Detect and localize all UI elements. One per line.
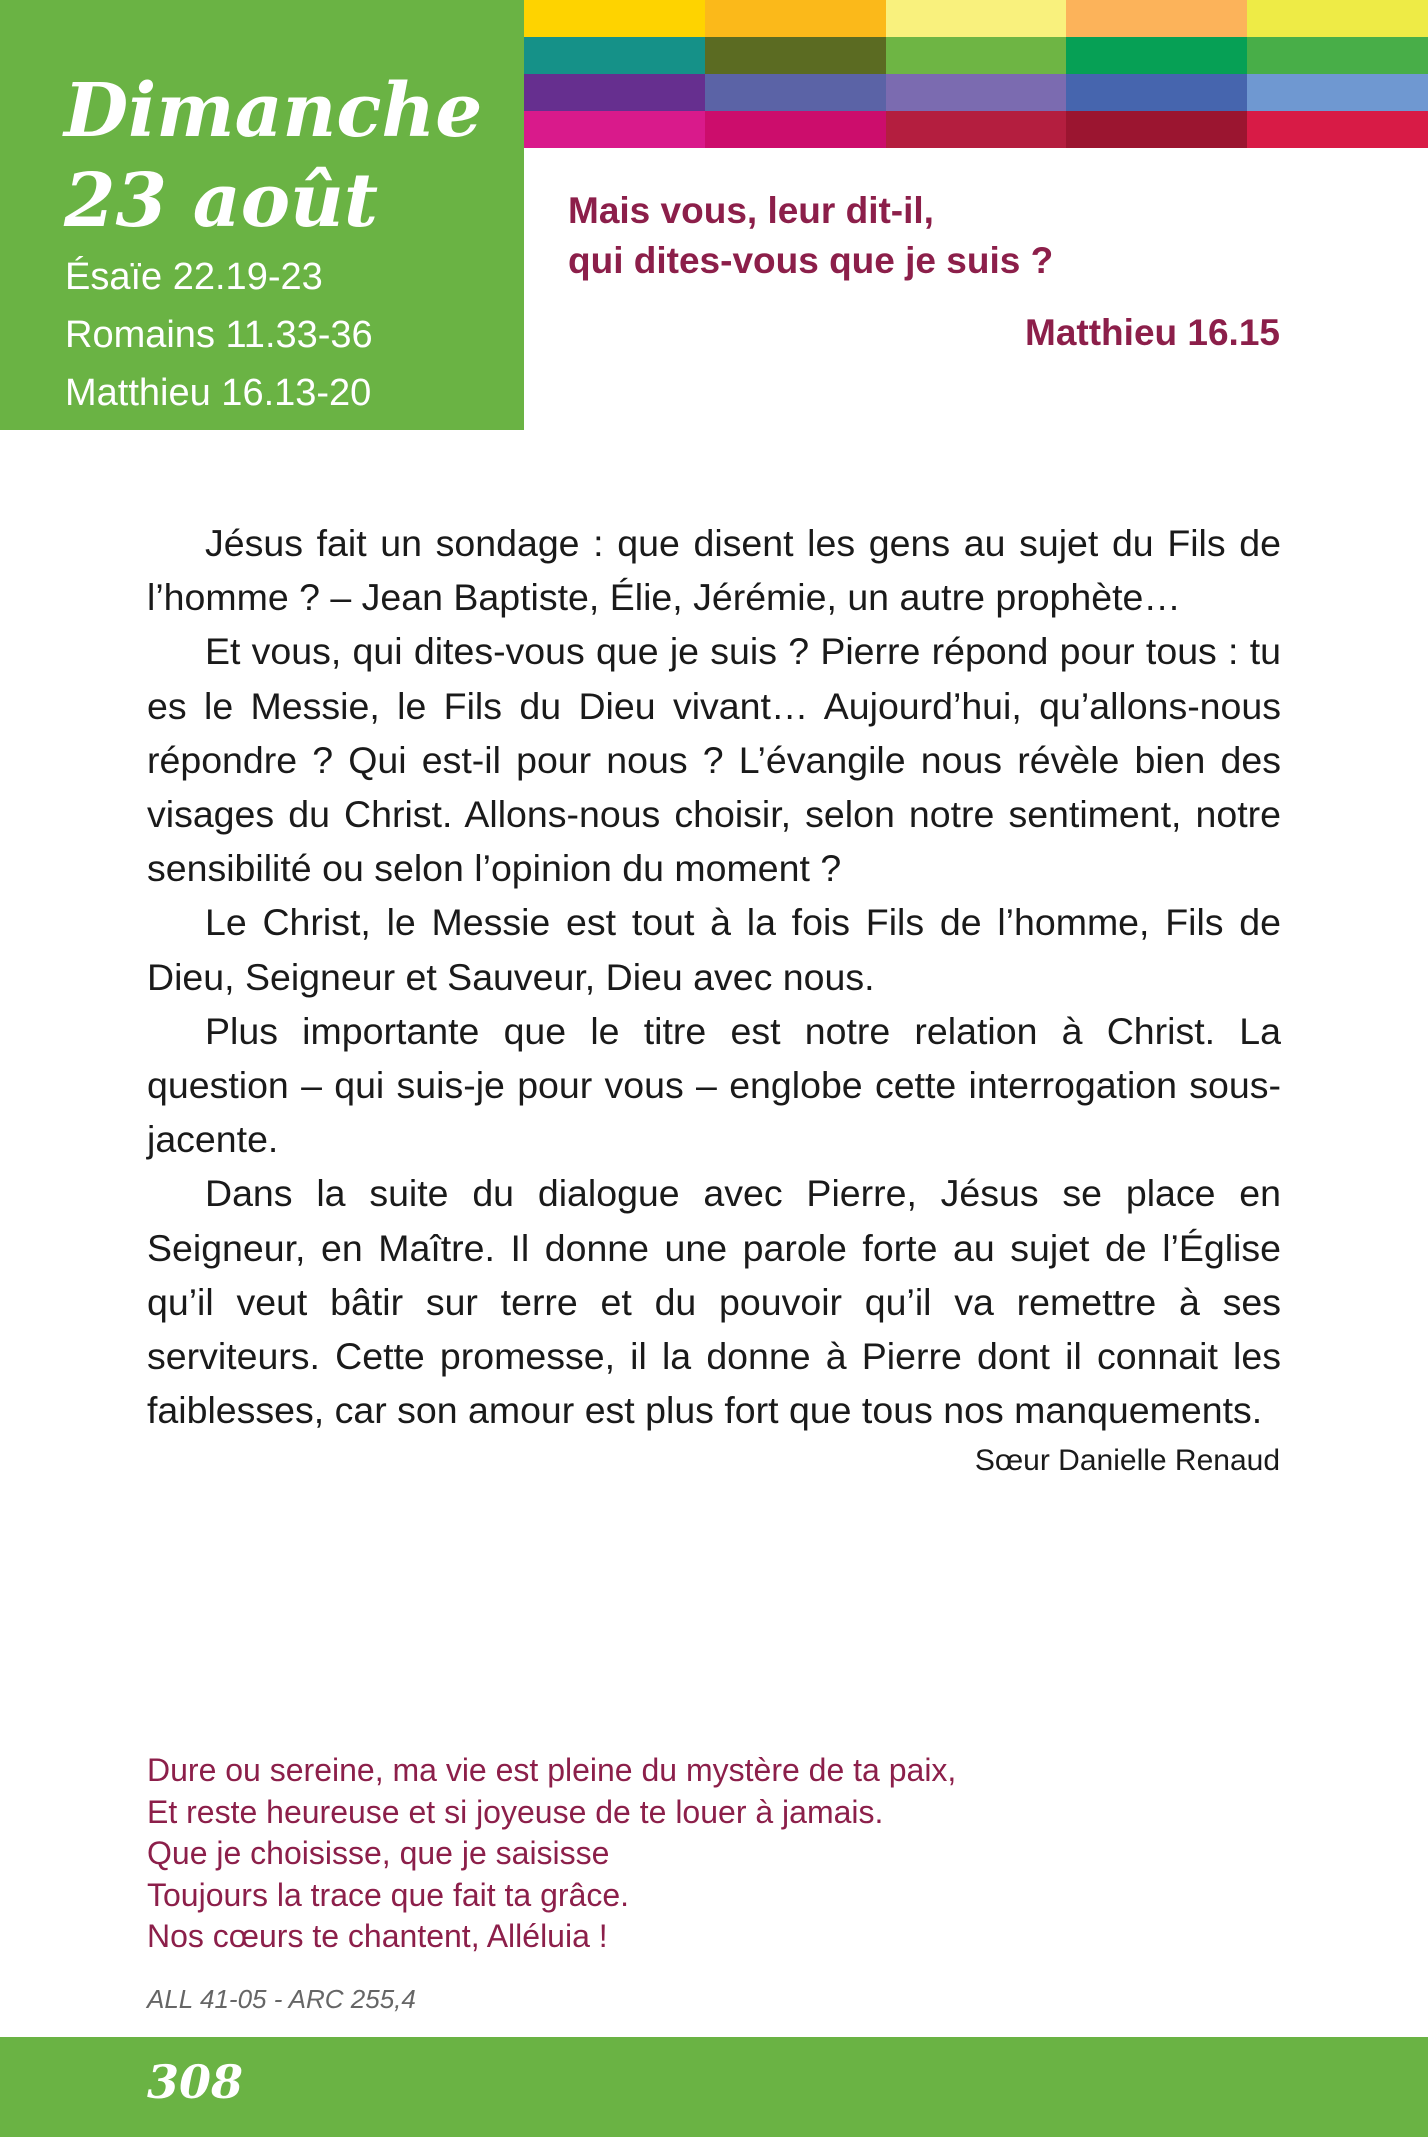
color-swatch xyxy=(1066,0,1247,37)
author-signature: Sœur Danielle Renaud xyxy=(974,1444,1280,1477)
color-swatch xyxy=(886,111,1067,148)
color-swatch xyxy=(1247,37,1428,74)
color-bars xyxy=(524,0,1428,148)
color-swatch xyxy=(705,37,886,74)
color-swatch xyxy=(524,37,705,74)
hymn-reference: ALL 41-05 - ARC 255,4 xyxy=(147,1984,416,2014)
verse-line: Mais vous, leur dit-il, xyxy=(568,190,934,231)
hymn-line: Et reste heureuse et si joyeuse de te louer à jamais. xyxy=(147,1793,884,1830)
paragraph: Plus importante que le titre est notre relation à Christ. La question – qui suis-je pour vous – englobe cette interrogation sous-jacente. xyxy=(147,1009,1281,1161)
paragraph: Le Christ, le Messie est tout à la fois Fils de l’homme, Fils de Dieu, Seigneur et Sauveur, Dieu avec nous. xyxy=(147,901,1281,998)
color-swatch xyxy=(524,111,705,148)
page-footer xyxy=(0,2037,1428,2137)
color-swatch xyxy=(1247,0,1428,37)
scripture-references xyxy=(65,248,373,422)
hymn-line: Que je choisisse, que je saisisse xyxy=(147,1835,610,1872)
hymn-verse xyxy=(147,1750,956,1958)
scripture-ref: Ésaïe 22.19-23 xyxy=(65,256,323,298)
color-swatch xyxy=(524,74,705,111)
color-swatch xyxy=(705,0,886,37)
color-swatch xyxy=(1066,111,1247,148)
paragraph: Jésus fait un sondage : que disent les gens au sujet du Fils de l’homme ? – Jean Baptiste, Élie, Jérémie, un autre prophète… xyxy=(147,522,1281,619)
paragraph: Et vous, qui dites-vous que je suis ? Pierre répond pour tous : tu es le Messie, le Fils du Dieu vivant… Aujourd’hui, qu’allons-nous répondre ? Qui est-il pour nous ? L’évangile nous révèle bien des visages du Christ. Allons-nous choisir, selon notre sentiment, notre sensibilité ou selon l’opinion du moment ? xyxy=(147,630,1281,890)
day-date: 23 août xyxy=(64,158,379,244)
color-swatch xyxy=(1247,111,1428,148)
key-verse xyxy=(568,186,1282,286)
color-swatch xyxy=(1066,37,1247,74)
day-title xyxy=(64,66,482,246)
color-swatch xyxy=(1066,74,1247,111)
day-name: Dimanche xyxy=(64,68,483,154)
hymn-line: Toujours la trace que fait ta grâce. xyxy=(147,1876,630,1913)
color-swatch xyxy=(886,74,1067,111)
paragraph: Dans la suite du dialogue avec Pierre, Jésus se place en Seigneur, en Maître. Il donne une parole forte au sujet de l’Église qu’il veut bâtir sur terre et du pouvoir qu’il va remettre à ses serviteurs. Cette promesse, il la donne à Pierre dont il connait les faiblesses, car son amour est plus fort que tous nos manquements. xyxy=(147,1172,1281,1432)
color-swatch xyxy=(886,0,1067,37)
verse-line: qui dites-vous que je suis ? xyxy=(568,240,1054,281)
scripture-ref: Matthieu 16.13-20 xyxy=(65,372,372,414)
color-swatch xyxy=(524,0,705,37)
verse-reference: Matthieu 16.15 xyxy=(1025,312,1280,353)
color-swatch xyxy=(1247,74,1428,111)
date-header xyxy=(0,0,524,430)
meditation-text xyxy=(147,516,1281,1437)
hymn-line: Nos cœurs te chantent, Alléluia ! xyxy=(147,1918,608,1955)
hymn-line: Dure ou sereine, ma vie est pleine du mystère de ta paix, xyxy=(147,1752,957,1788)
color-swatch xyxy=(705,111,886,148)
color-swatch xyxy=(886,37,1067,74)
color-swatch xyxy=(705,74,886,111)
scripture-ref: Romains 11.33-36 xyxy=(65,314,373,356)
page-number: 308 xyxy=(147,2055,244,2109)
